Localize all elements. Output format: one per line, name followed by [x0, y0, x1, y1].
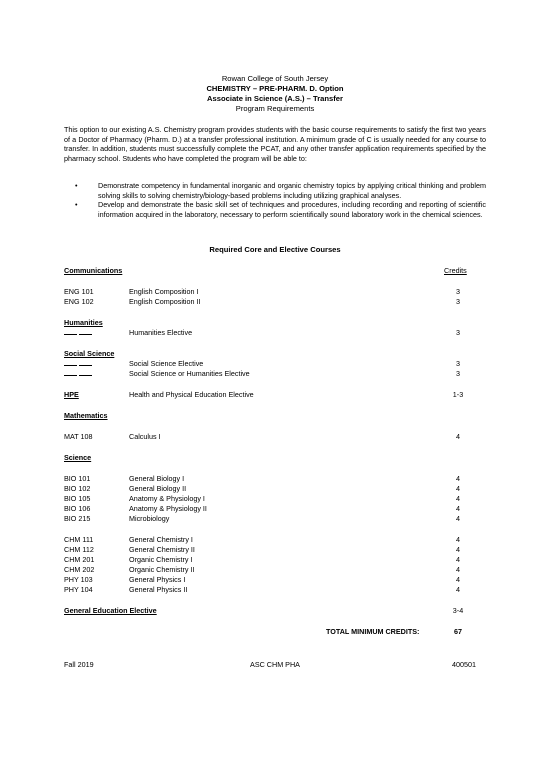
footer-program-code: ASC CHM PHA	[250, 660, 300, 669]
course-credits: 4	[456, 545, 460, 554]
course-code: BIO 105	[64, 494, 91, 503]
course-name: Social Science or Humanities Elective	[129, 369, 250, 378]
course-code: BIO 106	[64, 504, 91, 513]
total-value: 67	[454, 627, 462, 636]
course-name: General Physics II	[129, 585, 188, 594]
course-credits: 4	[456, 555, 460, 564]
course-credits: 4	[456, 504, 460, 513]
course-code: BIO 101	[64, 474, 91, 483]
course-name: Organic Chemistry I	[129, 555, 193, 564]
course-code: CHM 201	[64, 555, 95, 564]
course-name: General Biology I	[129, 474, 185, 483]
section-humanities: Humanities	[64, 318, 103, 327]
course-name: Anatomy & Physiology I	[129, 494, 205, 503]
list-item: • Demonstrate competency in fundamental inorganic and organic chemistry topics by applying critical thinking and problem solving skills to solving chemistry/biology-based problems including utilizing graphical analyses.	[75, 181, 486, 200]
course-code: PHY 104	[64, 585, 93, 594]
course-credits: 3	[456, 297, 460, 306]
course-code: BIO 102	[64, 484, 91, 493]
course-credits: 4	[456, 494, 460, 503]
college-name: Rowan College of South Jersey	[221, 74, 329, 83]
course-credits: 3	[456, 328, 460, 337]
section-social-science: Social Science	[64, 349, 115, 358]
course-code: PHY 103	[64, 575, 93, 584]
course-name: English Composition I	[129, 287, 199, 296]
credits-header: Credits	[444, 266, 467, 275]
page-subtitle: Program Requirements	[235, 104, 315, 113]
course-code: ENG 101	[64, 287, 94, 296]
course-name: Organic Chemistry II	[129, 565, 195, 574]
footer-number: 400501	[452, 660, 476, 669]
section-science: Science	[64, 453, 92, 462]
course-credits: 4	[456, 474, 460, 483]
footer-date: Fall 2019	[64, 660, 94, 669]
course-code: MAT 108	[64, 432, 93, 441]
course-credits: 4	[456, 585, 460, 594]
blank-code	[64, 369, 94, 378]
course-credits: 3-4	[452, 606, 464, 615]
course-name: Microbiology	[129, 514, 170, 523]
course-credits: 4	[456, 575, 460, 584]
course-code: CHM 111	[64, 535, 94, 544]
section-communications: Communications	[64, 266, 123, 275]
course-credits: 3	[456, 359, 460, 368]
course-name: General Chemistry II	[129, 545, 195, 554]
blank-code	[64, 359, 94, 368]
intro-paragraph: This option to our existing A.S. Chemistry program provides students with the basic course requirements to satisfy the first two years of a Doctor of Pharmacy (Pharm. D.) at a transfer professional institution. A minimum grade of C is usually needed for any course to transfer. In addition, students must successfully complete the PCAT, and any other transfer application requirements specified by the pharmacy school. Students who have completed the program will be able to:	[64, 125, 486, 163]
list-item: • Develop and demonstrate the basic skill set of techniques and procedures, including recording and reporting of scientific information acquired in the laboratory, necessary to perform scientifically sound laboratory work in the chemical sciences.	[75, 200, 486, 219]
course-code: BIO 215	[64, 514, 91, 523]
program-title: CHEMISTRY – PRE-PHARM. D. Option	[206, 84, 344, 93]
course-name: English Composition II	[129, 297, 201, 306]
bullet-icon: •	[75, 200, 78, 210]
course-credits: 3	[456, 369, 460, 378]
course-credits: 4	[456, 514, 460, 523]
course-name: Anatomy & Physiology II	[129, 504, 207, 513]
course-credits: 1-3	[452, 390, 464, 399]
course-credits: 4	[456, 565, 460, 574]
course-code: CHM 202	[64, 565, 95, 574]
course-name: General Chemistry I	[129, 535, 193, 544]
course-credits: 4	[456, 432, 460, 441]
course-name: Humanities Elective	[129, 328, 193, 337]
course-credits: 3	[456, 287, 460, 296]
course-code: CHM 112	[64, 545, 94, 554]
section-gen-ed-elective: General Education Elective	[64, 606, 157, 615]
course-credits: 4	[456, 484, 460, 493]
course-name: Health and Physical Education Elective	[129, 390, 254, 399]
course-credits: 4	[456, 535, 460, 544]
total-label: TOTAL MINIMUM CREDITS:	[326, 627, 420, 636]
course-code: ENG 102	[64, 297, 94, 306]
section-mathematics: Mathematics	[64, 411, 108, 420]
degree-title: Associate in Science (A.S.) – Transfer	[207, 94, 343, 103]
course-name: Social Science Elective	[129, 359, 204, 368]
outcomes-list	[64, 181, 486, 219]
courses-title: Required Core and Elective Courses	[209, 245, 341, 254]
course-name: General Biology II	[129, 484, 187, 493]
course-name: Calculus I	[129, 432, 161, 441]
blank-code	[64, 328, 94, 337]
section-hpe: HPE	[64, 390, 79, 399]
bullet-icon: •	[75, 181, 78, 190]
course-name: General Physics I	[129, 575, 186, 584]
